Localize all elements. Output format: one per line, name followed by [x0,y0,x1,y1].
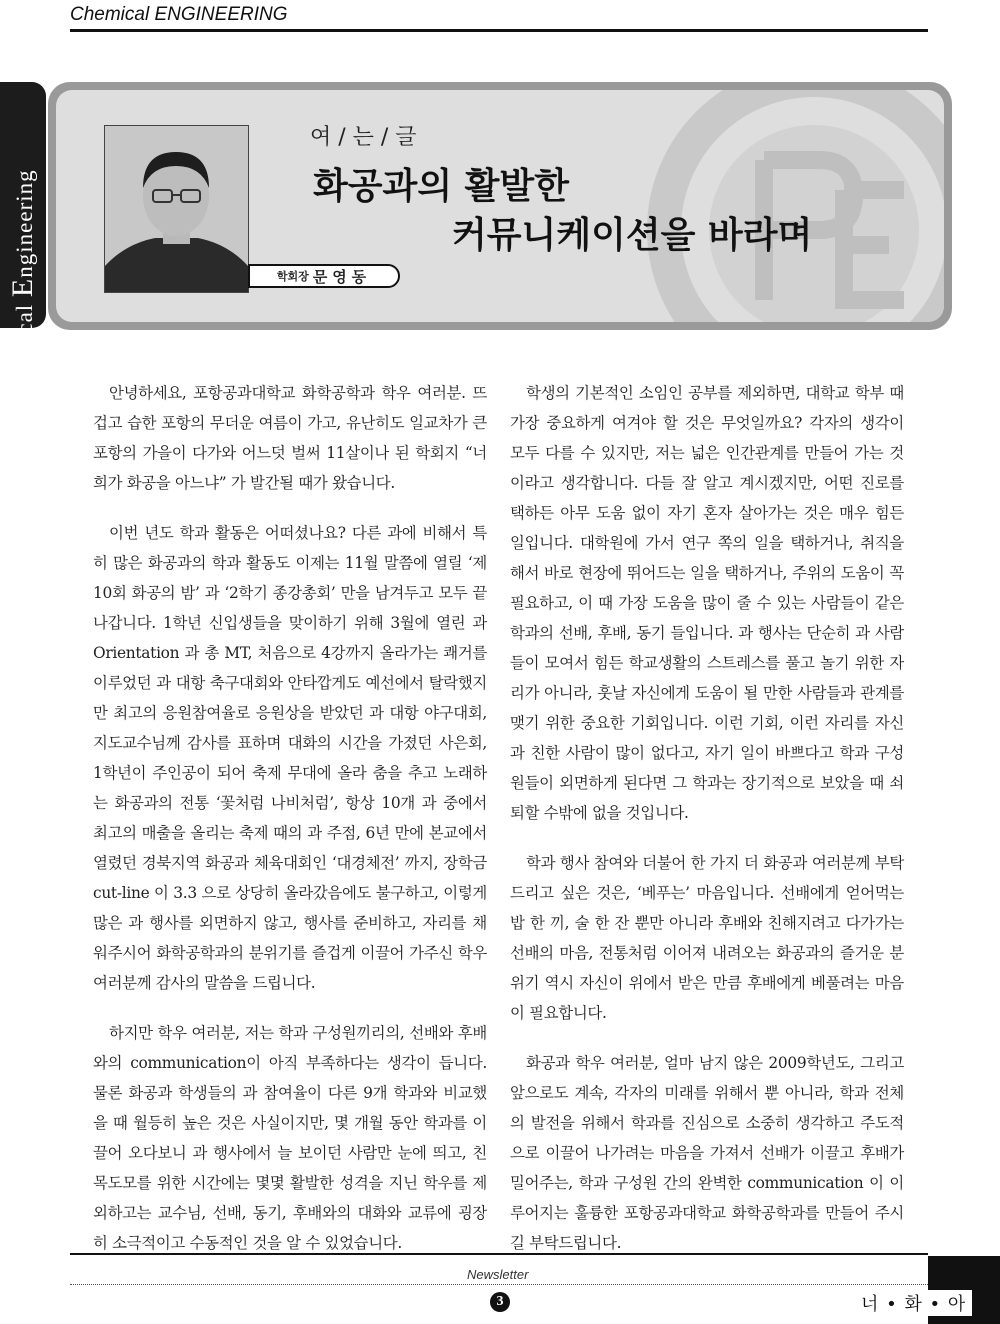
author-name-tag [248,264,400,288]
side-tab [0,82,46,405]
running-header: Chemical ENGINEERING [70,4,288,25]
header-rule [70,29,928,32]
body-column-left [93,378,487,1278]
author-role: 학회장 [276,270,309,283]
article-title-line2: 커뮤니케이션을 바라며 [452,215,813,256]
footer-label: Newsletter [467,1267,529,1282]
author-photo [104,125,249,293]
paragraph: 이번 년도 학과 활동은 어떠셨나요? 다른 과에 비해서 특히 많은 화공과의 학과 활동도 이제는 11월 말쯤에 열릴 ‘제 10회 화공의 밤’ 과 ‘2학기 종강총회’ 만을 남겨두고 모두 끝나갑니다. 1학년 신입생들을 맞이하기 위해 3월에 열린 과 Orientation 과 총 MT, 처음으로 4강까지 올라가는 쾌거를 이루었던 과 대항 축구대회와 안타깝게도 예선에서 탈락했지만 최고의 응원참여율로 응원상을 받았던 과 대항 야구대회, 지도교수님께 감사를 표하며 대화의 시간을 가졌던 사은회, 1학년이 주인공이 되어 축제 무대에 올라 춤을 추고 노래하는 화공과의 전통 ‘꽃처럼 나비처럼’, 항상 10개 과 중에서 최고의 매출을 올리는 축제 때의 과 주점, 6년 만에 본교에서 열렸던 경북지역 화공과 체육대회인 ‘대경체전’ 까지, 장학금 cut-line 이 3.3 으로 상당히 올라갔음에도 불구하고, 이렇게 많은 과 행사를 외면하지 않고, 행사를 준비하고, 자리를 채워주시어 화학공학과의 분위기를 즐겁게 이끌어 가주신 학우 여러분께 감사의 말씀을 드립니다. [93,524,487,992]
paragraph: 하지만 학우 여러분, 저는 학과 구성원끼리의, 선배와 후배와의 communication이 아직 부족하다는 생각이 듭니다. 물론 화공과 학생들의 과 참여율이 다른 9개 학과와 비교했을 때 월등히 높은 것은 사실이지만, 몇 개월 동안 학과를 이끌어 오다보니 과 행사에서 늘 보이던 사람만 눈에 띄고, 친목도모를 위한 시간에는 몇몇 활발한 성격을 지닌 학우를 제외하고는 교수님, 선배, 동기, 후배와의 대화와 교류에 굉장히 소극적이고 수동적인 것을 알 수 있었습니다. [93,1024,487,1252]
footer-dotted-rule [70,1284,928,1285]
paragraph: 학생의 기본적인 소임인 공부를 제외하면, 대학교 학부 때 가장 중요하게 여겨야 할 것은 무엇일까요? 각자의 생각이 모두 다를 수 있지만, 저는 넓은 인간관계를 만들어 가는 것이라고 생각합니다. 다들 잘 알고 계시겠지만, 어떤 진로를 택하든 아무 도움 없이 자기 혼자 살아가는 것은 매우 힘든 일입니다. 대학원에 가서 연구 쪽의 일을 택하거나, 취직을 해서 바로 현장에 뛰어드는 일을 택하거나, 주위의 도움이 꼭 필요하고, 이 때 가장 도움을 많이 줄 수 있는 사람들이 같은 학과의 선배, 후배, 동기 들입니다. 과 행사는 단순히 과 사람들이 모여서 힘든 학교생활의 스트레스를 풀고 놀기 위한 자리가 아니라, 훗날 자신에게 도움이 될 만한 사람들과 관계를 맺기 위한 중요한 기회입니다. 이런 기회, 이런 자리를 자신과 친한 사람이 많이 없다고, 자기 일이 바쁘다고 학과 구성원들이 외면하게 된다면 그 학과는 장기적으로 보았을 때 쇠퇴할 수밖에 없을 것입니다. [510,384,904,822]
page-number: 3 [490,1292,510,1312]
body-column-right [510,378,904,1278]
side-tab-label: Chemical Engineering [6,169,39,405]
section-kicker: 여 / 는 / 글 [310,125,417,150]
footer-rule [70,1253,928,1255]
paragraph: 화공과 학우 여러분, 얼마 남지 않은 2009학년도, 그리고 앞으로도 계속, 각자의 미래를 위해서 뿐 아니라, 학과 전체의 발전을 위해서 학과를 진심으로 소중히 생각하고 주도적으로 이끌어 나가려는 마음을 가져서 선배가 이끌고 후배가 밀어주는, 학과 구성원 간의 완벽한 communication 이 이루어지는 훌륭한 포항공과대학교 화학공학과를 만들어 주시길 부탁드립니다. [510,1054,904,1252]
paragraph: 안녕하세요, 포항공과대학교 화학공학과 학우 여러분. 뜨겁고 습한 포항의 무더운 여름이 가고, 유난히도 일교차가 큰 포항의 가을이 다가와 어느덧 벌써 11살이나 된 학회지 “너희가 화공을 아느냐” 가 발간될 때가 왔습니다. [93,384,487,492]
footer-brand: 너 • 화 • 아 [855,1290,972,1316]
article-title-line1: 화공과의 활발한 [313,166,569,207]
postech-logo-watermark [644,90,944,322]
paragraph: 학과 행사 참여와 더불어 한 가지 더 화공과 여러분께 부탁드리고 싶은 것은, ‘베푸는’ 마음입니다. 선배에게 얻어먹는 밥 한 끼, 술 한 잔 뿐만 아니라 후배와 친해지려고 다가가는 선배의 마음, 전통처럼 이어져 내려오는 화공과의 즐거운 분위기 역시 자신이 위에서 받은 만큼 후배에게 베풀려는 마음이 필요합니다. [510,854,904,1022]
author-name: 문영동 [312,267,372,286]
